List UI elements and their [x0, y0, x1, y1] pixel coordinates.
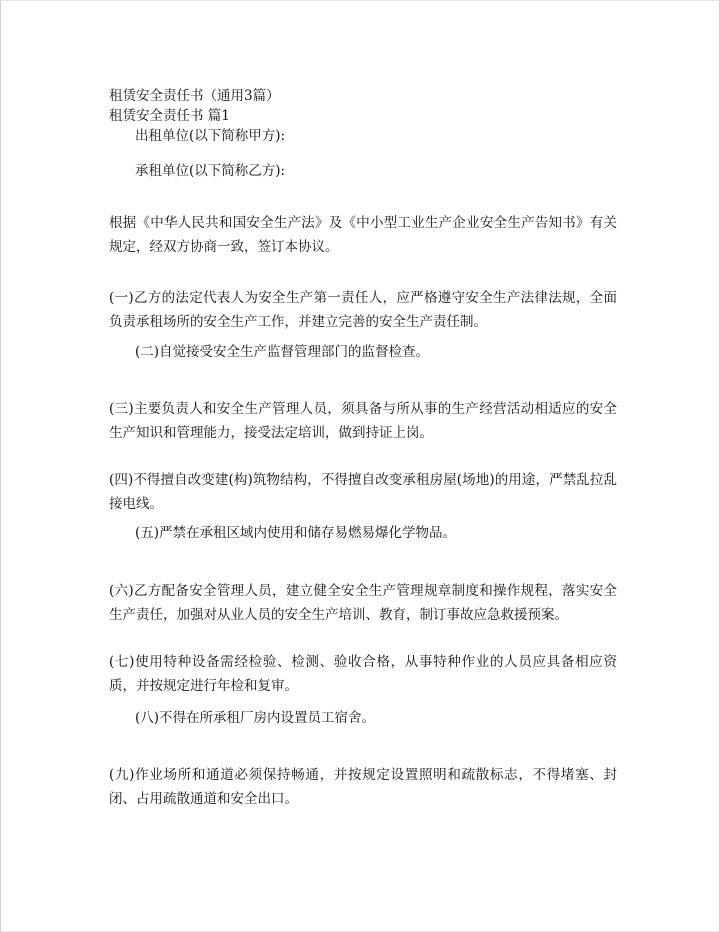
clause-2: (二)自觉接受安全生产监督管理部门的监督检查。 — [135, 344, 430, 360]
lessee-line: 承租单位(以下简称乙方): — [135, 163, 286, 179]
document-subtitle: 租赁安全责任书 篇1 — [109, 108, 230, 124]
clause-1: (一)乙方的法定代表人为安全生产第一责任人，应严格遵守安全生产法律法规，全面负责承租场所的安全生产工作，并建立完善的安全生产责任制。 — [109, 290, 617, 330]
clause-6: (六)乙方配备安全管理人员，建立健全安全生产管理规章制度和操作规程，落实安全生产责任，加强对从业人员的安全生产培训、教育，制订事故应急救援预案。 — [109, 583, 617, 623]
clause-4: (四)不得擅自改变建(构)筑物结构，不得擅自改变承租房屋(场地)的用途，严禁乱拉乱接电线。 — [109, 472, 617, 512]
clause-3: (三)主要负责人和安全生产管理人员，须具备与所从事的生产经营活动相适应的安全生产知识和管理能力，接受法定培训，做到持证上岗。 — [109, 401, 617, 441]
clause-9: (九)作业场所和通道必须保持畅通，并按规定设置照明和疏散标志，不得堵塞、封闭、占用疏散通道和安全出口。 — [109, 767, 617, 807]
clause-8: (八)不得在所承租厂房内设置员工宿舍。 — [135, 710, 376, 726]
clause-5: (五)严禁在承租区域内使用和储存易燃易爆化学物品。 — [135, 525, 457, 541]
intro-paragraph: 根据《中华人民共和国安全生产法》及《中小型工业生产企业安全生产告知书》有关规定，经双方协商一致，签订本协议。 — [109, 215, 617, 255]
document-title: 租赁安全责任书（通用3篇） — [109, 88, 280, 104]
lessor-line: 出租单位(以下简称甲方): — [135, 128, 286, 144]
clause-7: (七)使用特种设备需经检验、检测、验收合格，从事特种作业的人员应具备相应资质，并按规定进行年检和复审。 — [109, 654, 617, 694]
